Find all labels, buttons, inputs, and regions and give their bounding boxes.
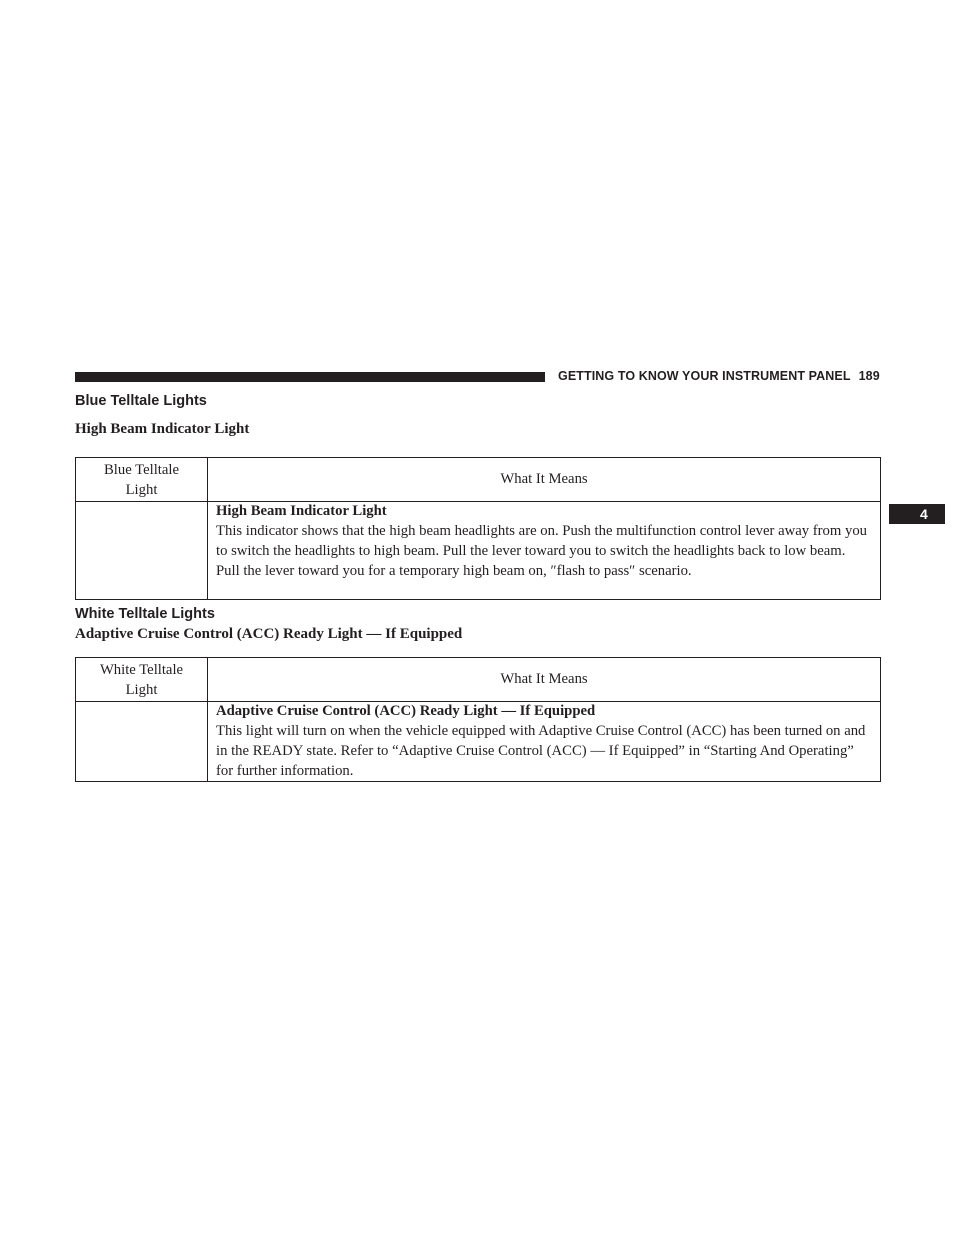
row-body: This light will turn on when the vehicle equipped with Adaptive Cruise Control (ACC) has been turned on and in the READY state. Refer to “Adaptive Cruise Control (ACC) — If Equipped” in “Starting And Operating” for further information. [216, 723, 866, 779]
column-header-meaning: What It Means [208, 458, 881, 502]
section-title-white: White Telltale Lights [75, 606, 215, 622]
row-title: Adaptive Cruise Control (ACC) Ready Light — If Equipped [216, 703, 596, 720]
table-header-row [76, 658, 881, 702]
row-body: This indicator shows that the high beam headlights are on. Push the multifunction control lever away from you to switch the headlights to high beam. Pull the lever toward you to switch the headlights back to low beam. Pull the lever toward you for a temporary high beam on, ″flash to pass″ scenario. [216, 523, 868, 579]
column-header-telltale: White Telltale Light [76, 658, 208, 702]
white-telltale-table [75, 657, 881, 782]
table-row [76, 702, 881, 782]
column-header-telltale: Blue Telltale Light [76, 458, 208, 502]
table-row [76, 502, 881, 600]
high-beam-icon-cell [76, 502, 208, 600]
chapter-tab[interactable]: 4 [889, 504, 945, 524]
section-title-blue: Blue Telltale Lights [75, 393, 207, 409]
row-title: High Beam Indicator Light [216, 503, 387, 520]
description-cell [208, 702, 881, 782]
table-header-row [76, 458, 881, 502]
column-header-meaning: What It Means [208, 658, 881, 702]
blue-telltale-table [75, 457, 881, 600]
subsection-title-high-beam: High Beam Indicator Light [75, 421, 250, 437]
acc-ready-icon-cell [76, 702, 208, 782]
running-header [558, 369, 880, 383]
page-number: 189 [858, 369, 880, 383]
header-rule [75, 372, 545, 382]
header-title: GETTING TO KNOW YOUR INSTRUMENT PANEL [558, 369, 851, 383]
description-cell [208, 502, 881, 600]
subsection-title-acc: Adaptive Cruise Control (ACC) Ready Light — If Equipped [75, 626, 463, 642]
